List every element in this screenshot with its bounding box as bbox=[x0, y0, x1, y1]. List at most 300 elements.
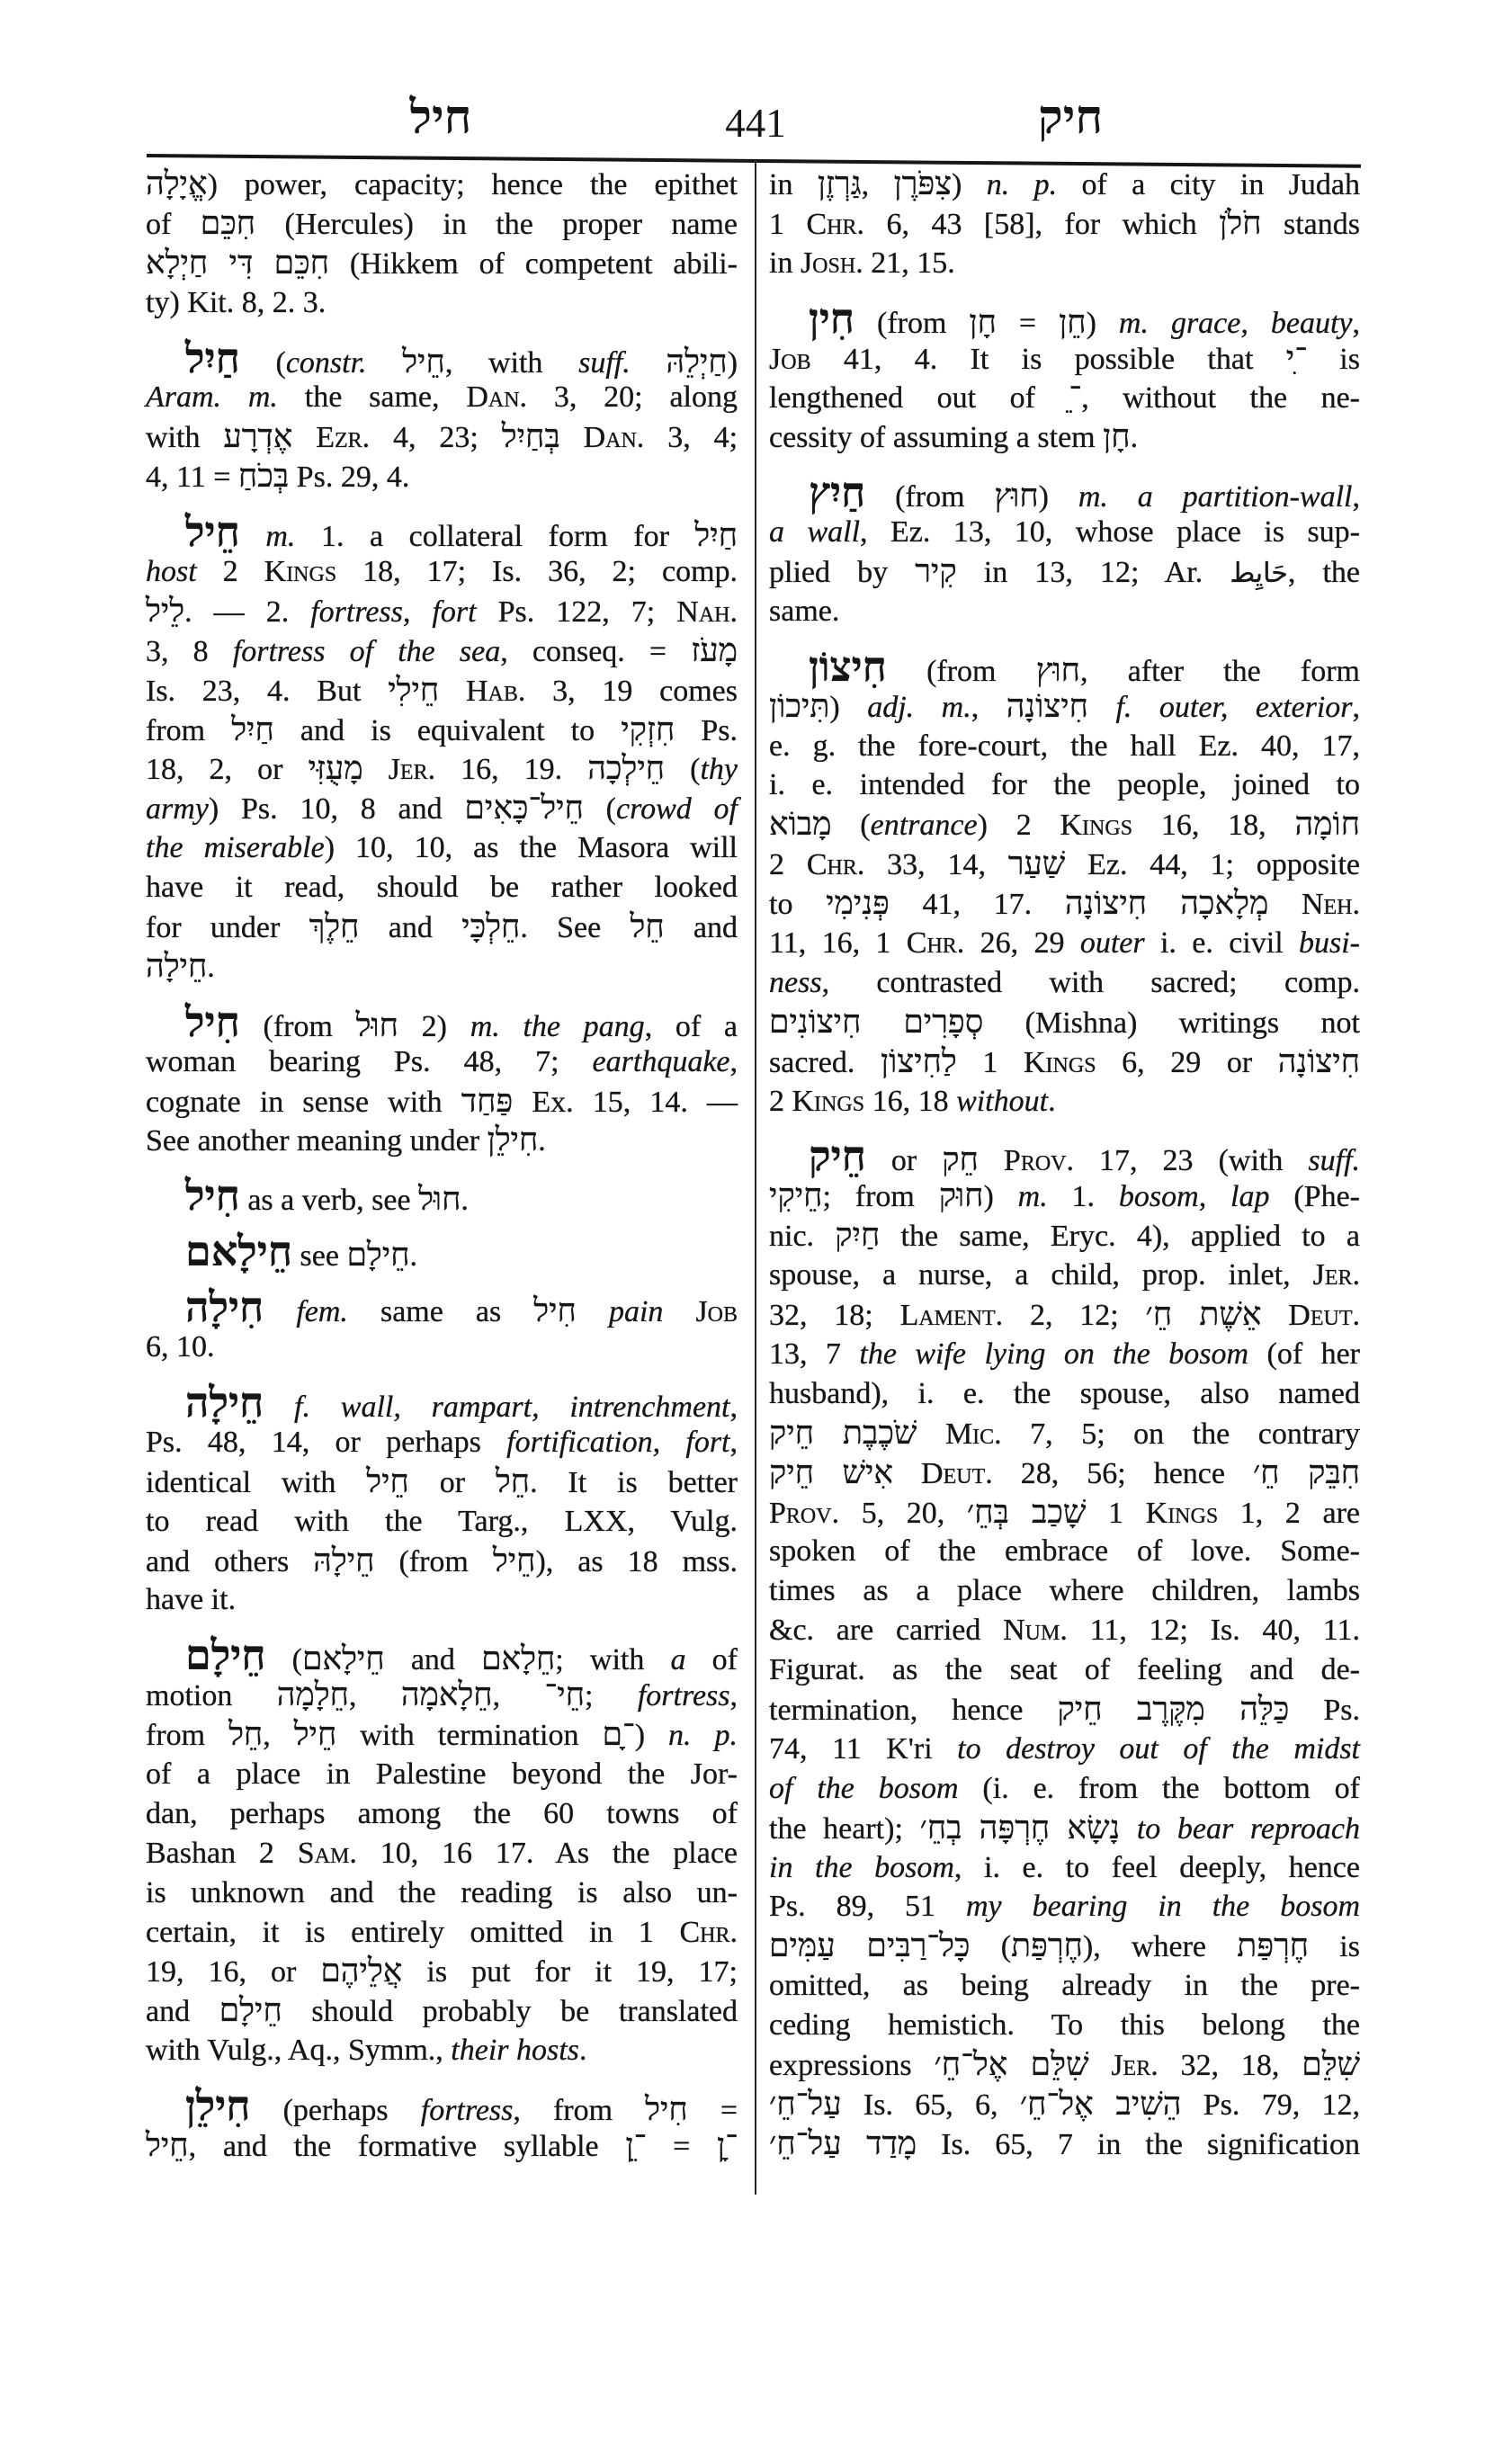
italic-text: constr. bbox=[285, 345, 367, 380]
text-line bbox=[769, 244, 1360, 283]
text-run: (Mishna) writings not bbox=[983, 1006, 1360, 1040]
italic-text: of the bosom bbox=[769, 1771, 959, 1805]
text-run bbox=[240, 520, 266, 553]
text-run: 18, 17; Is. 36, 2; comp. bbox=[336, 555, 738, 589]
text-run: , without the ne- bbox=[1081, 381, 1360, 416]
text-run: ( bbox=[665, 753, 701, 787]
entry-first-line bbox=[146, 1284, 738, 1331]
headword: חַיִץ bbox=[809, 469, 866, 516]
hebrew-text: חֵלְכָּי bbox=[461, 908, 521, 945]
text-run: , bbox=[729, 1044, 738, 1078]
text-run bbox=[1088, 691, 1116, 724]
text-run: ) bbox=[952, 168, 987, 201]
text-run: 16, 18, bbox=[1132, 809, 1295, 843]
hebrew-text: לַחִיצוֹן bbox=[880, 1042, 957, 1079]
text-line bbox=[769, 1611, 1360, 1650]
hebrew-text: חֵיל bbox=[366, 1462, 409, 1499]
italic-text: thy bbox=[700, 753, 738, 787]
text-run: and others bbox=[146, 1544, 314, 1578]
text-run: ) bbox=[634, 1719, 669, 1753]
text-run: (Hercules) in the proper name bbox=[255, 207, 738, 241]
text-run: Ps. 79, 12, bbox=[1181, 2088, 1361, 2122]
text-run: 3, 20; along bbox=[527, 380, 738, 415]
italic-text: the miserable bbox=[146, 831, 325, 865]
text-run: , and the formative syllable bbox=[188, 2129, 626, 2163]
text-line bbox=[769, 2124, 1360, 2164]
book-reference-abbrev: Kings bbox=[1023, 1045, 1096, 1079]
text-run bbox=[363, 753, 389, 786]
text-run: 3, 8 bbox=[146, 634, 233, 668]
text-run: Ps. 122, 7; bbox=[476, 595, 677, 629]
text-line bbox=[146, 1834, 738, 1873]
text-run: (Phe- bbox=[1269, 1180, 1360, 1214]
text-line bbox=[146, 592, 738, 631]
book-reference-abbrev: Mic. bbox=[944, 1417, 1002, 1451]
text-run: , bbox=[971, 690, 1007, 724]
text-line bbox=[146, 1502, 738, 1542]
hebrew-text: חִזְקִי bbox=[621, 711, 675, 747]
text-line bbox=[769, 2085, 1360, 2124]
text-run: ) bbox=[983, 1180, 1018, 1214]
text-line bbox=[769, 1335, 1360, 1374]
hebrew-text: שִׁלֵּם bbox=[1302, 2045, 1361, 2082]
text-run: Bashan 2 bbox=[146, 1836, 298, 1870]
text-run: ceding hemistich. To this belong the bbox=[769, 2008, 1360, 2043]
hebrew-text: חִיצוֹנָה bbox=[1277, 1042, 1361, 1079]
hebrew-text: ־ָם bbox=[602, 1716, 635, 1753]
headword: חִילָה bbox=[185, 1284, 264, 1331]
hebrew-text: בְּחַיִל bbox=[501, 418, 560, 455]
text-line bbox=[146, 1580, 738, 1620]
book-reference-abbrev: Dan. bbox=[583, 421, 645, 455]
text-run: . bbox=[207, 950, 215, 984]
text-line bbox=[146, 711, 738, 750]
italic-text: army bbox=[146, 792, 209, 827]
text-run: lengthened out of bbox=[769, 381, 1069, 416]
text-run: 1, 2 are bbox=[1218, 1496, 1361, 1530]
header-right-catchword: חיק bbox=[1037, 93, 1104, 144]
text-run: i. e. intended for the people, joined to bbox=[769, 768, 1360, 802]
italic-text: m. bbox=[1017, 1180, 1048, 1214]
text-line bbox=[146, 947, 738, 987]
text-run: expressions bbox=[769, 2048, 935, 2082]
text-run: 1 bbox=[1086, 1496, 1146, 1530]
text-run: (perhaps bbox=[250, 2094, 421, 2128]
text-run: same as bbox=[347, 1295, 534, 1329]
text-run: from bbox=[146, 713, 232, 747]
book-reference-abbrev: Num. bbox=[1003, 1614, 1068, 1648]
hebrew-text: חֶרְפַּת bbox=[1237, 1927, 1310, 1964]
text-run: omitted, as being already in the pre- bbox=[769, 1969, 1360, 2003]
text-run: 2 bbox=[196, 555, 264, 589]
book-reference-abbrev: Job bbox=[695, 1295, 738, 1329]
text-run: as a verb, see bbox=[239, 1184, 419, 1218]
text-line bbox=[769, 1176, 1360, 1216]
text-line bbox=[146, 789, 738, 828]
italic-text: pain bbox=[608, 1295, 664, 1329]
text-line bbox=[769, 1295, 1360, 1335]
headword: חַיִל bbox=[185, 335, 240, 381]
text-run: 6, 29 or bbox=[1096, 1045, 1278, 1079]
text-run: is bbox=[1309, 1930, 1360, 1964]
arabic-text: حَايِط bbox=[1230, 558, 1288, 590]
hebrew-text: חֵילָה bbox=[146, 947, 208, 984]
hebrew-text: חַיְלֵהּ bbox=[666, 343, 728, 380]
italic-text: fortification, fort bbox=[506, 1425, 730, 1459]
text-line bbox=[769, 1493, 1360, 1533]
text-run: 3, 4; bbox=[644, 421, 738, 455]
hebrew-text: חֵיל bbox=[146, 2126, 189, 2163]
italic-text: the wife lying on the bosom bbox=[859, 1337, 1249, 1371]
italic-text: outer bbox=[1079, 926, 1145, 961]
text-line bbox=[146, 1676, 738, 1715]
italic-text: adj. m. bbox=[867, 690, 971, 724]
text-line bbox=[146, 868, 738, 908]
book-reference-abbrev: Job bbox=[769, 342, 811, 376]
text-run: See another meaning under bbox=[146, 1124, 488, 1158]
book-reference-abbrev: Chr. bbox=[806, 848, 865, 882]
text-line bbox=[769, 1848, 1360, 1888]
hebrew-text: חוּל bbox=[355, 1006, 398, 1043]
text-run: 2, 12; bbox=[1003, 1299, 1146, 1333]
text-line bbox=[146, 908, 738, 947]
text-run: , after the form bbox=[1080, 654, 1361, 688]
text-line bbox=[769, 1256, 1360, 1295]
text-run: 19, 16, or bbox=[146, 1955, 321, 1990]
hebrew-text: בְּכֹחַ bbox=[237, 458, 290, 495]
book-reference-abbrev: Kings bbox=[792, 1084, 865, 1118]
text-run: the same, Eryc. 4), applied to a bbox=[880, 1220, 1360, 1254]
text-run: cessity of assuming a stem bbox=[769, 421, 1104, 455]
text-run: (from bbox=[865, 480, 995, 514]
text-line bbox=[769, 727, 1360, 766]
entry-first-line bbox=[146, 1173, 738, 1220]
text-run: same. bbox=[769, 594, 840, 628]
text-run: (from bbox=[854, 306, 970, 340]
entry-first-line bbox=[146, 1379, 738, 1426]
hebrew-text: שֹׁכֶבֶת חֵיק bbox=[769, 1414, 917, 1451]
book-reference-abbrev: Ezr. bbox=[316, 421, 371, 455]
book-reference-abbrev: Dan. bbox=[466, 380, 528, 415]
text-run: (from bbox=[239, 1009, 356, 1043]
italic-text: n. p. bbox=[986, 168, 1058, 201]
text-run: , bbox=[1352, 306, 1360, 340]
text-run: certain, it is entirely omitted in 1 bbox=[146, 1915, 680, 1949]
headword: חֵילָאם bbox=[185, 1229, 293, 1275]
hebrew-text: חֵילִי bbox=[388, 671, 440, 708]
italic-text: f. outer, exterior bbox=[1115, 690, 1353, 724]
entry-first-line bbox=[146, 335, 738, 381]
text-run: ) power, capacity; hence the epithet bbox=[207, 168, 738, 201]
hebrew-text: כַּלֵּה מִקֶּרֶב חֵיק bbox=[1057, 1690, 1290, 1727]
entry-first-line bbox=[769, 295, 1360, 342]
text-run: Ps. 48, 14, or perhaps bbox=[146, 1425, 507, 1459]
text-run: termination, hence bbox=[769, 1693, 1058, 1727]
text-run: with bbox=[146, 421, 224, 455]
italic-text: my bearing in the bosom bbox=[966, 1890, 1360, 1924]
hebrew-text: אִישׁ חֵיק bbox=[769, 1453, 894, 1490]
text-run bbox=[264, 1390, 294, 1424]
text-line bbox=[769, 1082, 1360, 1122]
text-line bbox=[769, 845, 1360, 884]
text-run: 32, 18; bbox=[769, 1299, 900, 1333]
hebrew-text: חֵיל־כָּאִים bbox=[464, 790, 584, 827]
text-run: , i. e. to feel deeply, hence bbox=[953, 1850, 1360, 1884]
hebrew-text: חַיִל bbox=[694, 517, 738, 554]
text-line bbox=[769, 1690, 1360, 1730]
entry-first-line bbox=[146, 1229, 738, 1275]
text-line bbox=[146, 828, 738, 868]
hebrew-text: חֵלֶךְ bbox=[309, 908, 360, 945]
text-run: ) bbox=[829, 690, 868, 724]
text-run: , bbox=[861, 168, 894, 201]
headword: חִין bbox=[809, 295, 855, 342]
hebrew-text: חָן bbox=[1103, 418, 1131, 455]
text-run: = bbox=[646, 2129, 718, 2163]
text-run: ty) Kit. 8, 2. 3. bbox=[146, 285, 327, 319]
headword: חִיצוֹן bbox=[809, 643, 887, 690]
text-run: ) 2 bbox=[977, 809, 1060, 843]
text-run bbox=[367, 346, 403, 380]
text-line bbox=[769, 1966, 1360, 2006]
book-reference-abbrev: Deut. bbox=[1288, 1299, 1361, 1333]
italic-text: fem. bbox=[296, 1295, 348, 1329]
text-run: is unknown and the reading is also un- bbox=[146, 1875, 738, 1909]
book-reference-abbrev: Nah. bbox=[676, 595, 738, 629]
hebrew-text: קִיר bbox=[915, 553, 957, 590]
text-run: 32, 18, bbox=[1158, 2048, 1302, 2082]
text-run: = bbox=[996, 306, 1060, 340]
italic-text: Aram. m. bbox=[146, 380, 278, 415]
text-line bbox=[769, 592, 1360, 631]
text-line bbox=[769, 417, 1360, 457]
text-run: 17, 23 (with bbox=[1074, 1144, 1309, 1178]
text-run: from bbox=[146, 1719, 229, 1753]
book-reference-abbrev: Lament. bbox=[899, 1299, 1004, 1333]
text-run: Ps. bbox=[675, 713, 738, 747]
hebrew-text: מָעֹז bbox=[691, 631, 738, 668]
text-run: the heart); bbox=[769, 1811, 920, 1846]
text-run: times as a place where children, lambs bbox=[769, 1574, 1360, 1608]
text-run: ( bbox=[265, 1643, 302, 1677]
hebrew-text: חֵיל bbox=[492, 1542, 536, 1578]
text-run: , the bbox=[1287, 556, 1360, 590]
text-line bbox=[146, 1794, 738, 1834]
hebrew-text: חוּל bbox=[418, 1181, 461, 1218]
text-run: 2) bbox=[398, 1009, 470, 1043]
entry-first-line bbox=[146, 509, 738, 556]
text-run: 41, 4. It is possible that bbox=[810, 342, 1286, 376]
hebrew-text: מָעֻזִּי bbox=[308, 750, 363, 787]
text-line bbox=[769, 552, 1360, 592]
italic-text: m. grace, beauty bbox=[1118, 306, 1353, 340]
text-run bbox=[560, 421, 584, 454]
text-run: 3, 19 comes bbox=[525, 674, 738, 708]
text-line bbox=[146, 1423, 738, 1462]
text-run bbox=[1261, 1299, 1288, 1332]
text-run: for under bbox=[146, 911, 309, 945]
text-run: , conseq. = bbox=[500, 634, 692, 668]
text-line bbox=[769, 513, 1360, 552]
text-line bbox=[769, 1650, 1360, 1690]
text-line bbox=[769, 805, 1360, 845]
text-line bbox=[769, 1003, 1360, 1042]
text-run bbox=[1120, 1812, 1137, 1846]
hebrew-text: אֲלֵיהֶם bbox=[320, 1953, 403, 1990]
column-divider bbox=[755, 160, 756, 2195]
book-reference-abbrev: Prov. bbox=[1003, 1144, 1074, 1178]
hebrew-text: חֶרְפַּת bbox=[1011, 1927, 1083, 1964]
headword: חִילֵן bbox=[185, 2083, 251, 2130]
book-reference-abbrev: Jer. bbox=[1111, 2048, 1159, 2082]
text-line bbox=[769, 1927, 1360, 1966]
hebrew-text: ־ָן bbox=[717, 2126, 738, 2163]
book-reference-abbrev: Jer. bbox=[388, 753, 436, 787]
text-run bbox=[1268, 888, 1302, 921]
book-reference-abbrev: Chr. bbox=[679, 1915, 738, 1949]
hebrew-text: אֱיָלָה bbox=[146, 165, 208, 201]
text-run: ( bbox=[970, 1930, 1012, 1964]
text-run: i. e. civil bbox=[1144, 926, 1299, 961]
hebrew-text: תִּיכוֹן bbox=[769, 687, 830, 724]
headword: חֵילָם bbox=[185, 1632, 266, 1679]
hebrew-text: חִילֵן bbox=[487, 1122, 539, 1158]
hebrew-text: חָן bbox=[969, 303, 997, 340]
hebrew-text: סְפָרִים חִיצוֹנִים bbox=[769, 1003, 984, 1040]
hebrew-text: חַיִק bbox=[835, 1217, 881, 1254]
text-run: 28, 56; hence bbox=[992, 1456, 1253, 1490]
text-run: &c. are carried bbox=[769, 1614, 1004, 1648]
hebrew-text: חֵלָאם bbox=[481, 1641, 556, 1677]
text-run: Ez. 44, 1; opposite bbox=[1065, 848, 1361, 882]
text-run: should probably be translated bbox=[282, 1995, 738, 2029]
text-line bbox=[146, 631, 738, 671]
text-run: 41, 17. bbox=[889, 888, 1065, 922]
text-run: . bbox=[409, 1239, 418, 1274]
entry-first-line bbox=[769, 643, 1361, 690]
text-run: Is. 65, 7 in the signification bbox=[917, 2127, 1360, 2161]
text-line bbox=[769, 765, 1360, 805]
text-run: ) bbox=[727, 345, 738, 380]
text-run: is bbox=[1306, 342, 1360, 376]
text-line bbox=[769, 963, 1360, 1003]
hebrew-text: ־ֵן bbox=[625, 2126, 647, 2163]
hebrew-text: מְלָאכָה חִיצוֹנָה bbox=[1064, 885, 1269, 922]
hebrew-text: חֵלָמָה bbox=[276, 1677, 349, 1713]
text-line bbox=[146, 165, 738, 204]
text-line bbox=[769, 204, 1360, 244]
text-run: . bbox=[578, 2034, 587, 2068]
italic-text: f. wall, rampart, intrenchment bbox=[294, 1390, 730, 1424]
text-run: ) 10, 10, as the Masora will bbox=[324, 831, 738, 865]
text-line bbox=[146, 671, 738, 711]
entry-first-line bbox=[146, 998, 738, 1045]
book-reference-abbrev: Josh. bbox=[800, 246, 863, 280]
right-column bbox=[769, 165, 1360, 2164]
hebrew-text: חִכֵּם דִּי חַיְלָא bbox=[146, 244, 330, 281]
text-line bbox=[146, 2126, 738, 2166]
page-number: 441 bbox=[725, 101, 786, 146]
text-line bbox=[146, 1462, 738, 1502]
hebrew-text: חֵילָאם bbox=[302, 1641, 385, 1677]
italic-text: ness bbox=[769, 965, 822, 999]
text-run: , of a bbox=[644, 1009, 738, 1043]
text-run: 16, 18 bbox=[864, 1084, 957, 1118]
text-line bbox=[146, 552, 738, 592]
text-run: or bbox=[865, 1144, 943, 1178]
text-line bbox=[769, 687, 1360, 727]
hebrew-text: חוּק bbox=[938, 1177, 984, 1214]
text-line bbox=[146, 378, 738, 417]
text-run: 2 bbox=[769, 1084, 792, 1118]
text-run: is put for it 19, 17; bbox=[402, 1955, 738, 1990]
text-run: ( bbox=[831, 809, 871, 843]
text-line bbox=[769, 1730, 1360, 1769]
text-run: with Vulg., Aq., Symm., bbox=[146, 2034, 452, 2068]
hebrew-text: ־ִי bbox=[1285, 339, 1307, 376]
text-run: Ex. 15, 14. — bbox=[513, 1085, 738, 1119]
headword: חִיל bbox=[185, 1173, 240, 1220]
hebrew-text: צִפֹּרֶן bbox=[893, 165, 953, 201]
text-run: e. g. the fore-court, the hall Ez. 40, 17, bbox=[769, 729, 1360, 763]
text-run: . bbox=[461, 1184, 469, 1218]
left-column bbox=[146, 165, 738, 2166]
hebrew-text: הֵשִׁיב אֶל־חֵ׳ bbox=[1019, 2085, 1182, 2122]
italic-text: m. the pang bbox=[470, 1009, 645, 1043]
text-line bbox=[769, 1769, 1360, 1809]
italic-text: fortress, fort bbox=[310, 595, 477, 629]
text-run: . See bbox=[520, 911, 631, 945]
hebrew-text: חֵיל bbox=[402, 343, 445, 380]
italic-text: m. a partition-wall bbox=[1078, 480, 1353, 514]
italic-text: without bbox=[956, 1084, 1049, 1118]
text-run: 6, 10. bbox=[146, 1330, 215, 1364]
text-run: and bbox=[664, 911, 738, 945]
text-run: woman bearing Ps. 48, 7; bbox=[146, 1044, 593, 1078]
text-line bbox=[146, 283, 738, 323]
text-run: 10, 16 17. As the place bbox=[356, 1836, 738, 1870]
text-run: , from bbox=[513, 2094, 646, 2128]
text-run: 1 bbox=[769, 207, 807, 241]
hebrew-text: חֵק bbox=[942, 1141, 979, 1178]
text-run: of bbox=[146, 207, 201, 241]
text-line bbox=[146, 1873, 738, 1913]
text-line bbox=[769, 924, 1360, 963]
entry-first-line bbox=[146, 2083, 738, 2130]
text-run: = bbox=[687, 2094, 738, 2128]
text-run: , bbox=[348, 1679, 401, 1713]
hebrew-text: חֵיל bbox=[293, 1716, 337, 1753]
text-line bbox=[146, 1082, 738, 1122]
text-run: spouse, a nurse, a child, prop. inlet, bbox=[769, 1258, 1313, 1292]
text-run: (from bbox=[886, 654, 1036, 688]
text-run: in bbox=[769, 246, 801, 280]
hebrew-text: אֶדְרָע bbox=[223, 418, 293, 455]
text-run bbox=[1088, 2049, 1111, 2082]
text-line bbox=[769, 1216, 1360, 1256]
hebrew-text: חֵל bbox=[228, 1716, 264, 1753]
text-run: and bbox=[146, 1995, 219, 2029]
text-run: , Ez. 13, 10, whose place is sup- bbox=[860, 515, 1360, 550]
text-line bbox=[769, 1414, 1360, 1453]
text-run: have it. bbox=[146, 1583, 237, 1617]
text-run: with termination bbox=[336, 1719, 603, 1753]
italic-text: fortress bbox=[420, 2094, 514, 2128]
entry-first-line bbox=[146, 1632, 738, 1679]
hebrew-text: חִיל bbox=[645, 2091, 688, 2128]
text-run: . bbox=[1130, 421, 1139, 455]
text-run: 6, 43 [58], for which bbox=[864, 207, 1220, 241]
